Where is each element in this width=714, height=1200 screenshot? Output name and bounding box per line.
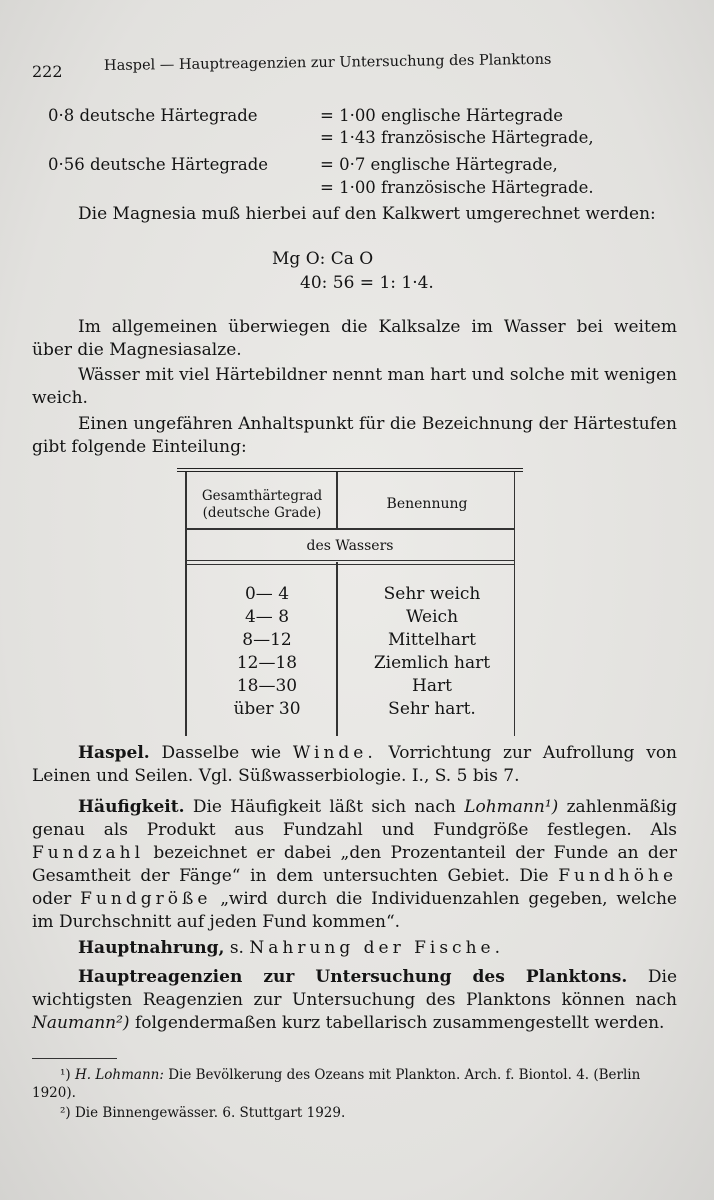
running-title: Haspel — Hauptreagenzien zur Untersuchung des Planktons [103, 51, 552, 74]
footnote-2: ²) Die Binnengewässer. 6. Stuttgart 1929. [60, 1105, 346, 1121]
entry-term: Häufigkeit. [78, 797, 185, 817]
table-rule [185, 528, 515, 530]
column-header-grade: Gesamthärtegrad (deutsche Grade) [201, 488, 323, 521]
entry-hauptnahrung: Hauptnahrung, s. Nahrung der Fische. [78, 938, 504, 958]
magnesia-paragraph: Die Magnesia muß hierbei auf den Kalkwert umgerechnet werden: [78, 204, 656, 224]
author-ref: Lohmann¹) [464, 797, 559, 817]
formula-oxides: Mg O: Ca O [272, 249, 374, 269]
author-ref: Naumann²) [32, 1013, 130, 1033]
table-double-rule [185, 560, 515, 565]
entry-haeufigkeit: Häufigkeit. Die Häufigkeit läßt sich nach Lohmann¹) zahlenmäßig genau als Produkt aus Fundzahl und Fundgröße festlegen. Als Fundzahl bezeichnet er dabei „den Prozentanteil der Funde an der Gesamtheit der Fänge“ in dem untersuchten Gebiet. Die Fundhöhe oder Fundgröße „wird durch die Individuenzahlen gegeben, welche im Durchschnitt auf jeden Fund kommen“. [32, 797, 678, 932]
formula-ratio: 40: 56 = 1: 1·4. [300, 273, 434, 293]
page-number: 222 [32, 62, 63, 81]
table-row: 18—30 Hart [236, 676, 452, 696]
kalksalze-paragraph: Im allgemeinen überwiegen die Kalksalze im Wasser bei weitem über die Magnesiasalze. [32, 317, 677, 360]
table-divider [336, 472, 338, 528]
entry-hauptreagenzien: Hauptreagenzien zur Untersuchung des Planktons. Die wichtigsten Reagenzien zur Untersuchung des Planktons können nach Naumann²) folgendermaßen kurz tabellarisch zusammengestellt werden. [32, 967, 678, 1033]
table-row: über 30 Sehr hart. [233, 699, 476, 719]
anhalt-paragraph: Einen ungefähren Anhaltspunkt für die Bezeichnung der Härtestufen gibt folgende Einteilung: [32, 414, 677, 457]
entry-term: Hauptnahrung, [78, 938, 225, 958]
table-row: 12—18 Ziemlich hart [236, 653, 491, 673]
entry-term: Haspel. [78, 743, 150, 763]
table-subheader: des Wassers [306, 538, 394, 554]
entry-term: Hauptreagenzien zur Untersuchung des Planktons. [78, 967, 628, 987]
book-page: 222 Haspel — Hauptreagenzien zur Untersuchung des Planktons 0·8 deutsche Härtegrade = 1·00 englische Härtegrade = 1·43 französische Härtegrade, 0·56 deutsche Härtegrade = 0·7 englische Härtegrade, = 1·00 französische Härtegrade. Die Magnesia muß hierbei auf den Kalkwert umgerechnet werden: Mg O: Ca O 40: 56 = 1: 1·4. Im allgemeinen überwiegen die Kalksalze im Wasser bei weitem über die Magnesiasalze. Wässer mit viel Härtebildner nennt man hart und solche mit wenigen weich. Einen ungefähren Anhaltspunkt für die Bezeichnung der Härtestufen gibt folgende Einteilung: Gesamthärtegrad (deutsche Grade) Benennung des Wassers 0— 4 Sehr weich 4— 8 Weich 8—12 Mittelhart 12—18 Ziemlich hart 18—30 Hart über 30 Sehr hart. Haspel. Dasselbe wie Winde. Vorrichtung zur Aufrollung von Leinen und Seilen. Vgl. Süßwasserbiologie. I., S. 5 bis 7. Häufigkeit. Die Häufigkeit läßt sich nach Lohmann¹) zahlenmäßig genau als Produkt aus Fundzahl und Fundgröße festlegen. Als Fundzahl bezeichnet er dabei „den Prozentanteil der Funde an der Gesamtheit der Fänge“ in dem untersuchten Gebiet. Die Fundhöhe oder Fundgröße „wird durch die Individuenzahlen gegeben, welche im Durchschnitt auf jeden Fund kommen“. Hauptnahrung, s. Nahrung der Fische. Hauptreagenzien zur Untersuchung des Planktons. Die wichtigsten Reagenzien zur Untersuchung des Planktons können nach Naumann²) folgendermaßen kurz tabellarisch zusammengestellt werden. ¹) H. Lohmann: Die Bevölkerung des Ozeans mit Plankton. Arch. f. Biontol. 4. (Berlin 1920). ²) Die Binnengewässer. 6. Stuttgart 1929. [0, 0, 714, 1200]
table-row: 8—12 Mittelhart [242, 630, 477, 650]
hardness-table [177, 468, 523, 736]
table-row: 4— 8 Weich [244, 607, 459, 627]
table-row: 0— 4 Sehr weich [244, 584, 481, 604]
haerte-paragraph: Wässer mit viel Härtebildner nennt man hart und solche mit wenigen weich. [32, 365, 677, 408]
table-body [177, 584, 523, 722]
footnote-1: ¹) H. Lohmann: Die Bevölkerung des Ozeans mit Plankton. Arch. f. Biontol. 4. (Berlin 1920). [32, 1067, 641, 1101]
entry-haspel: Haspel. Dasselbe wie Winde. Vorrichtung zur Aufrollung von Leinen und Seilen. Vgl. Süßwasserbiologie. I., S. 5 bis 7. [32, 743, 677, 786]
footnote-rule [32, 1058, 117, 1059]
column-header-name: Benennung [386, 496, 468, 512]
